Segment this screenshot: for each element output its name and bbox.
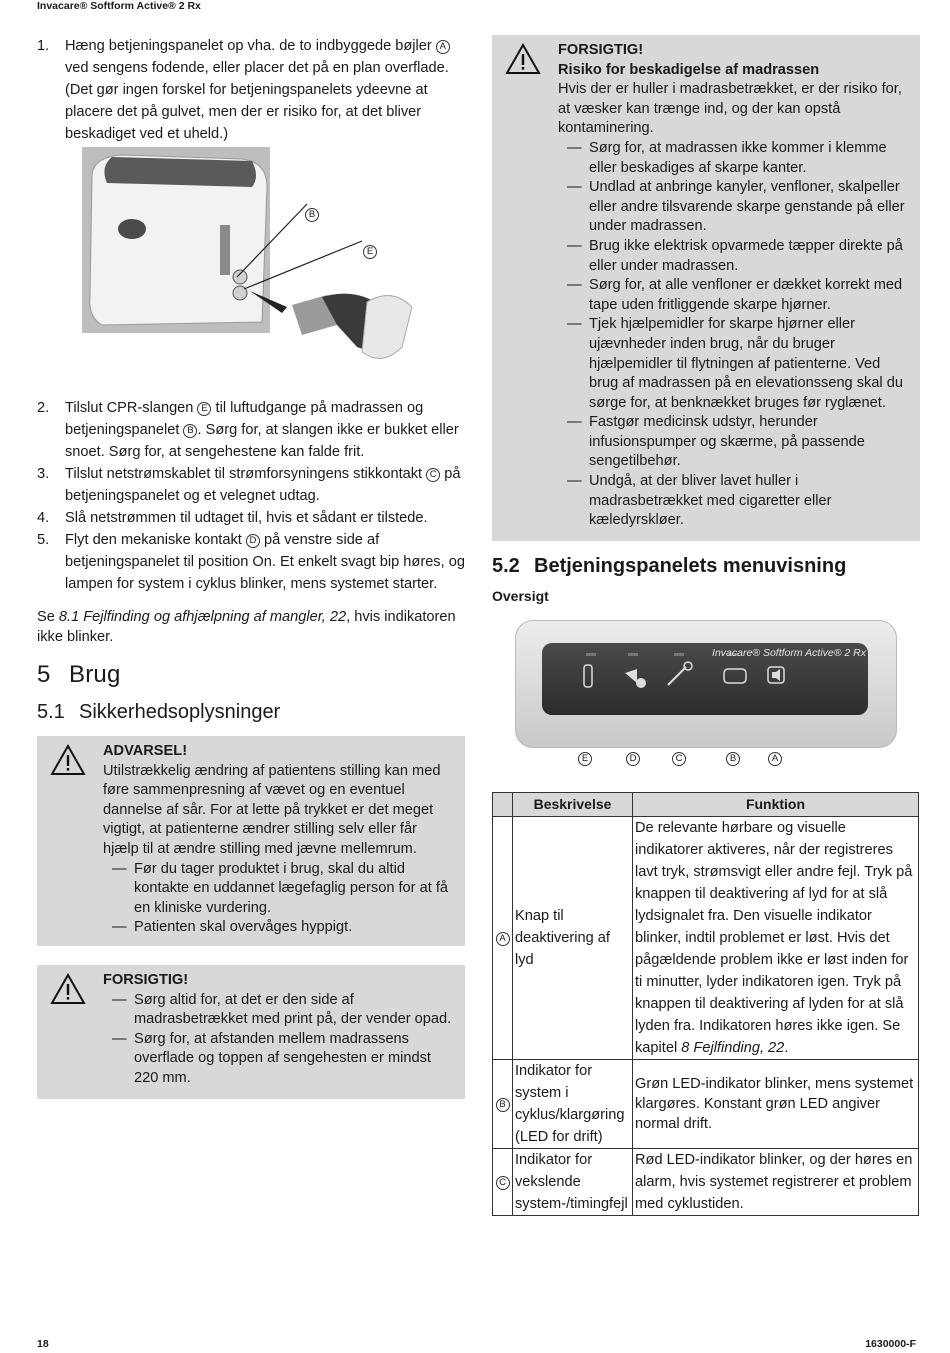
list-item: — Tjek hjælpemidler for skarpe hjørner eller ujævnheder inden brug, når du bruger hjælpemidler til flytningen af patienterne. Ved brug af madrassen på en elevationsseng skal du sørge for, at benknækket bruges før ryglænet. [567,316,903,411]
table-row: C Indikator for vekslende system-/timingfejl Rød LED-indikator blinker, og der høres en alarm, hvis systemet registrerer et problem med cyklustiden. [493,1148,919,1215]
table-row: A Knap til deaktivering af lyd De relevante hørbare og visuelle indikatorer aktiveres, når der registreres lavt tryk, strømsvigt eller andre fejl. Tryk på knappen til deaktivering af lyd for at slå lydsignalet fra. Den visuelle indikator blinker, indtil problemet er løst. Hvis det pågældende problem ikke er løst inden for ti minutter, lyder indikatoren igen. Tryk på knappen til deaktivering af lyden for at slå lyden fra. Indikatoren høres ikke igen. Se kapitel 8 Fejlfinding, 22. [493,816,919,1059]
panel-label-a: A [768,752,782,766]
control-unit-illustration [82,147,482,375]
list-item: — Sørg for, at madrassen ikke kommer i klemme eller beskadiges af skarpe kanter. [567,139,887,176]
step-4: 4. Slå netstrømmen til udtaget til, hvis et sådant er tilstede. [37,510,428,526]
section-heading-5-2: 5.2 Betjeningspanelets menuvisning [492,554,847,577]
caution-text: Hvis der er huller i madrasbetrækket, er der risiko for, at væsker kan trænge ind, og der kan opstå kontaminering. [558,81,902,137]
col-header-function: Funktion [633,792,919,816]
setup-steps-cont [37,397,465,595]
table-row: B Indikator for system i cyklus/klargøring (LED for drift) Grøn LED-indikator blinker, mens systemet klargøres. Konstant grøn LED angiver normal drift. [493,1059,919,1148]
function-table [492,792,919,1216]
photo-label-e: E [363,245,377,259]
list-item: — Sørg altid for, at det er den side af madrasbetrækket med print på, der vender opad. [112,991,452,1028]
document-id: 1630000-F [865,1338,916,1350]
chapter-link[interactable]: 8.1 Fejlfinding og afhjælpning af mangler, 22 [58,609,347,625]
list-item: — Undlad at anbringe kanyler, venfloner, skalpeller eller andre tilsvarende skarpe genstande på eller under madrassen. [567,179,905,235]
caution-box-mattress [492,35,920,541]
label-d: D [246,534,260,548]
warning-box [37,736,465,946]
caution-icon [50,973,86,1005]
list-item: — Før du tager produktet i brug, skal du altid kontakte en uddannet lægefaglig person for at få en kliniske vurdering. [112,860,448,916]
label-e: E [197,402,211,416]
product-photo [82,147,482,375]
col-header-description: Beskrivelse [513,792,633,816]
warning-title: ADVARSEL! [103,743,188,759]
control-panel-image [515,620,897,748]
step-1: 1. Hæng betjeningspanelet op vha. de to indbyggede bøjler A ved sengens fodende, eller placer det på en plan overflade. (Det gør ingen forskel for betjeningspanelets ydeevne at placere det på gulvet, men der er risiko for, at det bliver beskadiget ved et uheld.) [37,38,449,142]
warning-text: Utilstrækkelig ændring af patientens stilling kan med føre sammenpresning af vævet og en eventuel dannelse af sår. For at lette på trykket er det meget vigtigt, at patienterne ændrer stilling selv eller får hjælp til at ændre stilling med jævne mellemrum. [103,762,441,857]
photo-label-b: B [305,208,319,222]
troubleshooting-ref: Se 8.1 Fejlfinding og afhjælpning af mangler, 22, hvis indikatoren ikke blinker. [37,609,456,645]
step-2: 2. Tilslut CPR-slangen E til luftudgange på madrassen og betjeningspanelet B . Sørg for, at slangen ikke er bukket eller snoet. Sørg for, at sengehestene kan falde frit. [37,400,459,460]
panel-label-d: D [626,752,640,766]
page-header: Invacare® Softform Active® 2 Rx [37,0,201,12]
list-item: — Undgå, at der bliver lavet huller i madrasbetrækket med cigaretter eller kæledyrskløer. [567,473,832,529]
list-item: — Fastgør medicinsk udstyr, herunder infusionspumper og skærme, på passende sengetilbehør. [567,414,865,470]
setup-steps [37,35,465,145]
label-a: A [436,40,450,54]
panel-brand: Invacare® Softform Active® 2 Rx [712,646,866,659]
panel-label-e: E [578,752,592,766]
caution-list [103,991,455,1089]
panel-callout-labels [515,752,897,770]
page-number: 18 [37,1338,49,1350]
list-item: — Sørg for, at alle venfloner er dækket korrekt med tape uden fritliggende skarpe hjørner. [567,277,903,313]
step-5: 5. Flyt den mekaniske kontakt D på venstre side af betjeningspanelet til position On. Et enkelt svagt bip høres, og lampen for system i cyklus blinker, mens systemet starter. [37,532,465,592]
section-heading-5: 5 Brug [37,661,121,688]
chapter-link[interactable]: 8 Fejlfinding, 22 [681,1039,785,1056]
panel-label-c: C [672,752,686,766]
caution-title: FORSIGTIG! [558,42,644,58]
warning-list [103,860,455,938]
left-column [37,35,465,1099]
overview-heading: Oversigt [492,587,549,604]
caution-subtitle: Risiko for beskadigelse af madrassen [558,61,820,78]
table-header-row [493,792,919,816]
right-column [492,35,920,1216]
caution-icon [505,43,541,75]
warning-icon [50,744,86,776]
caution-title: FORSIGTIG! [103,971,189,988]
list-item: — Brug ikke elektrisk opvarmede tæpper direkte på eller under madrassen. [567,237,903,274]
step-3: 3. Tilslut netstrømskablet til strømforsyningens stikkontakt C på betjeningspanelet og et velegnet udtag. [37,466,461,504]
section-heading-5-1: 5.1 Sikkerhedsoplysninger [37,701,281,723]
list-item: — Sørg for, at afstanden mellem madrassens overflade og toppen af sengehesten er mindst 220 mm. [112,1030,431,1086]
caution-box [37,965,465,1099]
caution-list [558,139,910,531]
label-b: B [183,424,197,438]
panel-label-b: B [726,752,740,766]
list-item: — Patienten skal overvåges hyppigt. [112,919,353,936]
label-c: C [426,468,440,482]
